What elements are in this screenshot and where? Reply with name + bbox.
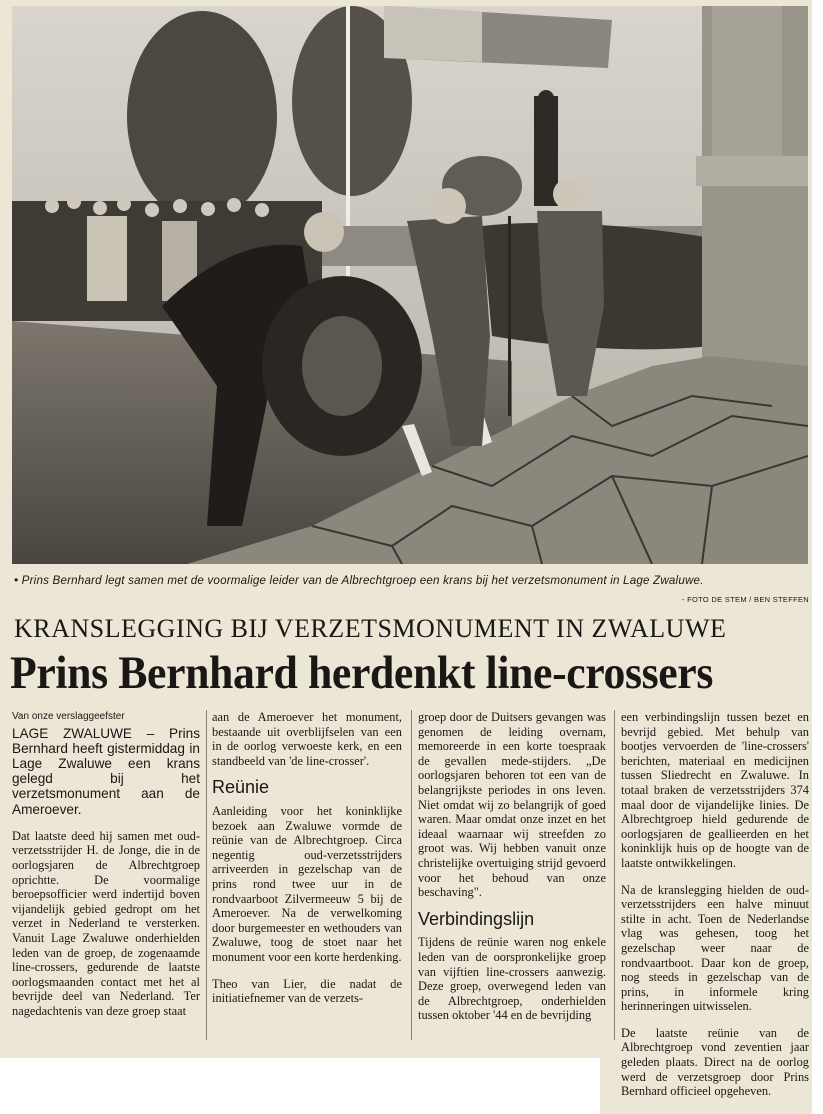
article-column-3 bbox=[418, 710, 606, 1035]
article-paragraph: aan de Ameroever het monument, bestaande uit overblijfselen van een in de oorlog verwoeste kerk, en een standbeeld van 'de line-crosser'. bbox=[212, 710, 402, 768]
photo-caption: • Prins Bernhard legt samen met de voormalige leider van de Albrechtgroep een krans bij het verzetsmonument in Lage Zwaluwe. bbox=[14, 574, 704, 587]
article-lead: LAGE ZWALUWE – Prins Bernhard heeft gistermiddag in Lage Zwaluwe een krans gelegd bij het verzetsmonument aan de Ameroever. bbox=[12, 725, 200, 817]
column-divider bbox=[206, 710, 207, 1040]
column-divider bbox=[614, 710, 615, 1040]
subheading-verbindingslijn: Verbindingslijn bbox=[418, 908, 535, 929]
article-byline: Van onze verslaggeefster bbox=[12, 711, 125, 722]
subheading-reunie: Reünie bbox=[212, 777, 270, 798]
article-column-2 bbox=[212, 710, 402, 1018]
article-paragraph: Tijdens de reünie waren nog enkele leden van de oorspronkelijke groep van vijftien line-crossers aanwezig. Deze groep, overwegend leden van de Albrechtgroep, onderhielden tussen oktober '44 en de bevrijding bbox=[418, 935, 606, 1023]
article-paragraph: een verbindingslijn tussen bezet en bevrijd gebied. Met behulp van bootjes vervoerden de 'line-crossers' berichten, materiaal en medicijnen tussen Sliedrecht en Zwaluwe. In totaal braken de verzetsstrijders 374 maal door de vijandelijke linies. De Albrechtgroep hield gedurende de oorlogsjaren de geallieerden en het koninklijk huis op de hoogte van de laatste ontwikkelingen. bbox=[621, 710, 809, 870]
article-paragraph: Aanleiding voor het koninklijke bezoek aan Zwaluwe vormde de reünie van de Albrechtgroep. Circa negentig oud-verzetsstrijders arriveerden in gezelschap van de prins rond twee uur in de rondvaarboot Zilvermeeuw 5 bij de Ameroever. Na de verwelkoming door burgemeester en wethouders van Zwaluwe, toog de stoet naar het monument voor een korte herdenking. bbox=[212, 803, 402, 964]
column-divider bbox=[411, 710, 412, 1040]
article-paragraph: De laatste reünie van de Albrechtgroep vond zeventien jaar geleden plaats. Direct na de oorlog werd de verzetsgroep door Prins Bernhard officieel opgeheven. bbox=[621, 1025, 809, 1099]
photo-credit: - FOTO DE STEM / BEN STEFFEN bbox=[681, 595, 809, 604]
article-kicker: KRANSLEGGING BIJ VERZETSMONUMENT IN ZWALUWE bbox=[14, 614, 727, 643]
news-photo bbox=[12, 6, 808, 564]
article-paragraph: Na de kranslegging hielden de oud-verzetsstrijders een halve minuut stilte in acht. Toen de Nederlandse vlag was gehesen, toog het gezelschap weer naar de rondvaartboot. Daar kon de groep, nog steeds in gezelschap van de prins, in informele kring herinneringen uitwisselen. bbox=[621, 882, 809, 1014]
article-paragraph: groep door de Duitsers gevangen was genomen de leiding overnam, memoreerde in een korte toespraak de gevallen mede-stijders. „De oorlogsjaren behoren tot een van de belangrijkste periodes in ons leven. Niet omdat wij zo belangrijk of goed waren. Maar omdat onze inzet en het ideaal waarnaar wij streefden zo groot was. Wij hebben vanuit onze christelijke overtuiging strijd gevoerd voor het behoud van onze beschaving". bbox=[418, 710, 606, 900]
article-paragraph: Theo van Lier, die nadat de initiatiefnemer van de verzets- bbox=[212, 976, 402, 1006]
article-column-4 bbox=[621, 710, 809, 1111]
article-paragraph: Dat laatste deed hij samen met oud-verzetsstrijder H. de Jonge, die in de oorlogsjaren de Albrechtgroep oprichtte. De voormalige beroepsofficier werd indertijd boven vijandelijk gebied gedropt om het verzet in Nederland te versterken. Vanuit Lage Zwaluwe onderhielden leden van de groep, de zogenaamde line-crossers, gedurende de laatste oorlogsmaanden contact met het al bevrijde deel van Nederland. Ter nagedachtenis van deze groep staat bbox=[12, 828, 200, 1018]
article-headline: Prins Bernhard herdenkt line-crossers bbox=[10, 647, 713, 699]
article-column-1 bbox=[12, 710, 200, 1031]
